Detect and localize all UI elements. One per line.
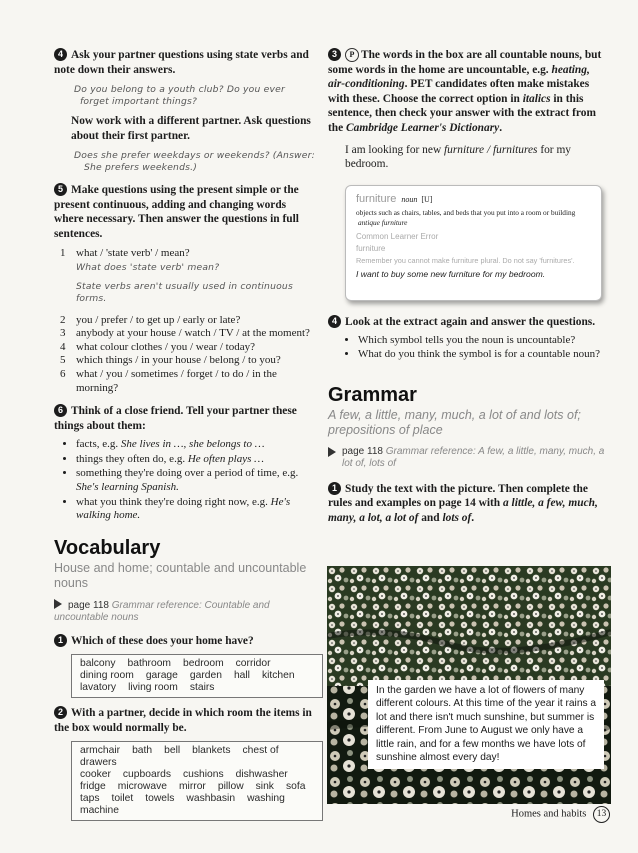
learner-error-example: I want to buy some new furniture for my bedroom. <box>356 269 546 279</box>
page-number: 13 <box>593 806 610 823</box>
exercise-5-instruction: 5 Make questions using the present simple or the present continuous, adding and changing words where necessary. Then answer the questions in full sentences. <box>54 184 299 240</box>
vocab-exercise-1-instruction: 1 Which of these does your home have? <box>54 634 316 649</box>
exercise-6-bullets <box>54 438 316 523</box>
pet-exam-icon: P <box>345 48 359 62</box>
grammar-subheading: A few, a little, many, much, a lot of and lots of; prepositions of place <box>328 407 581 437</box>
exercise-number: 6 <box>54 404 67 417</box>
learner-error-word: furniture <box>356 244 386 253</box>
word-row: cooker cupboards cushions dishwasher <box>80 769 288 781</box>
word-row: lavatory living room stairs <box>80 682 215 694</box>
exercise-4-instruction: 4 Ask your partner questions using state verbs and note down their answers. <box>54 49 309 76</box>
right-column <box>328 48 608 525</box>
grammar-reference: page 118 Grammar reference: A few, a little, many, much, a lot of, lots of <box>328 446 608 470</box>
vocab-exercise-4-instruction: 4 Look at the extract again and answer the questions. <box>328 315 608 330</box>
exercise-number: 1 <box>54 634 67 647</box>
list-item: 4 what colour clothes / you / wear / today? <box>60 340 256 353</box>
grammar-reference: page 118 Grammar reference: Countable and uncountable nouns <box>54 599 270 623</box>
exercise-3-sentence: I am looking for new furniture / furnitures for my bedroom. <box>345 144 572 170</box>
handwritten-answer: Does she prefer weekdays or weekends? (Answer: She prefers weekends.) <box>74 150 315 173</box>
word-row: taps toilet towels washbasin washing machine <box>80 793 285 817</box>
word-row: balcony bathroom bedroom corridor <box>80 658 271 670</box>
grammar-exercise-1-instruction: 1 Study the text with the picture. Then complete the rules and examples on page 14 with a little, a few, much, many, a lot, a lot of and lots of. <box>328 482 598 524</box>
word-row: fridge microwave mirror pillow sink sofa <box>80 781 306 793</box>
word-box-items <box>71 741 323 821</box>
dictionary-definition: objects such as chairs, tables, and beds that you put into a room or building <box>356 208 576 217</box>
list-item: • What do you think the symbol is for a countable noun? <box>358 348 608 362</box>
learner-error-note: Remember you cannot make furniture plural. Do not say 'furnitures'. <box>356 256 575 265</box>
list-item: 6 what / you / sometimes / forget / to do / in the morning? <box>60 367 277 394</box>
vocabulary-heading: Vocabulary <box>54 536 161 559</box>
vocab-exercise-2-instruction: 2 With a partner, decide in which room the items in the box would normally be. <box>54 707 312 734</box>
footer-unit-title: Homes and habits <box>511 808 587 820</box>
dictionary-headword: furniture <box>356 193 397 205</box>
page-footer <box>440 806 610 823</box>
handwritten-answer: What does 'state verb' mean? State verbs aren't usually used in continuous forms. <box>76 261 293 304</box>
exercise-6-instruction: 6 Think of a close friend. Tell your partner these things about them: <box>54 405 297 432</box>
list-item: 1 what / 'state verb' / mean? <box>60 247 190 259</box>
list-item: • something they're doing over a period of time, e.g. She's learning Spanish. <box>76 467 316 494</box>
uncountable-symbol: [U] <box>421 195 433 204</box>
exercise-number: 3 <box>328 48 341 61</box>
exercise-4-bullets <box>328 334 608 362</box>
grammar-heading: Grammar <box>328 383 417 406</box>
vocabulary-subheading: House and home; countable and uncountable nouns <box>54 560 307 590</box>
garden-flowers-photo <box>327 566 611 804</box>
word-row: armchair bath bell blankets chest of drawers <box>80 745 279 769</box>
list-item: 3 anybody at your house / watch / TV / at the moment? <box>60 327 310 340</box>
arrow-icon <box>54 599 62 609</box>
list-item: • what you think they're doing right now, e.g. He's walking home. <box>76 496 316 523</box>
exercise-number: 5 <box>54 183 67 196</box>
photo-caption: In the garden we have a lot of flowers of many different colours. At this time of the year it rains a lot and there isn't much sunshine, but summer is different. From June to August we only have a little rain, and for a few months we have lots of sunshine almost every day! <box>368 680 604 769</box>
exercise-number: 4 <box>54 48 67 61</box>
list-item: 5 which things / in your house / belong / to you? <box>60 354 281 367</box>
exercise-number: 4 <box>328 315 341 328</box>
dictionary-example: antique furniture <box>358 217 408 227</box>
arrow-icon <box>328 447 336 457</box>
list-item: 2 you / prefer / to get up / early or late? <box>60 313 241 326</box>
list-item: • facts, e.g. She lives in …, she belongs to … <box>76 438 316 452</box>
exercise-number: 2 <box>54 706 67 719</box>
word-box-rooms <box>71 654 323 698</box>
exercise-5-items <box>54 247 316 395</box>
handwritten-answer: Do you belong to a youth club? Do you ever forget important things? <box>74 84 285 107</box>
left-column <box>54 48 316 821</box>
word-row: dining room garage garden hall kitchen <box>80 670 295 682</box>
learner-error-title: Common Learner Error <box>356 232 439 241</box>
vocab-exercise-3-instruction: 3 P The words in the box are all countable nouns, but some words in the home are uncountable, e.g. heating, air-conditioning. PET candidates often make mistakes with these. Choose the correct option in italics in this sentence, then check your answer with the extract from the Cambridge Learner's Dictionary. <box>328 49 602 134</box>
exercise-number: 1 <box>328 482 341 495</box>
exercise-4-followup: Now work with a different partner. Ask questions about their first partner. <box>71 115 311 142</box>
list-item: • things they often do, e.g. He often plays … <box>76 453 316 467</box>
list-item: • Which symbol tells you the noun is uncountable? <box>358 334 608 348</box>
dictionary-extract: furniture noun [U] objects such as chairs, tables, and beds that you put into a room or building antique furniture Common Learner Error furniture Remember you cannot make furniture plural. Do not say 'furnitures'. I want to buy some new furniture for my bedroom. <box>345 185 602 301</box>
